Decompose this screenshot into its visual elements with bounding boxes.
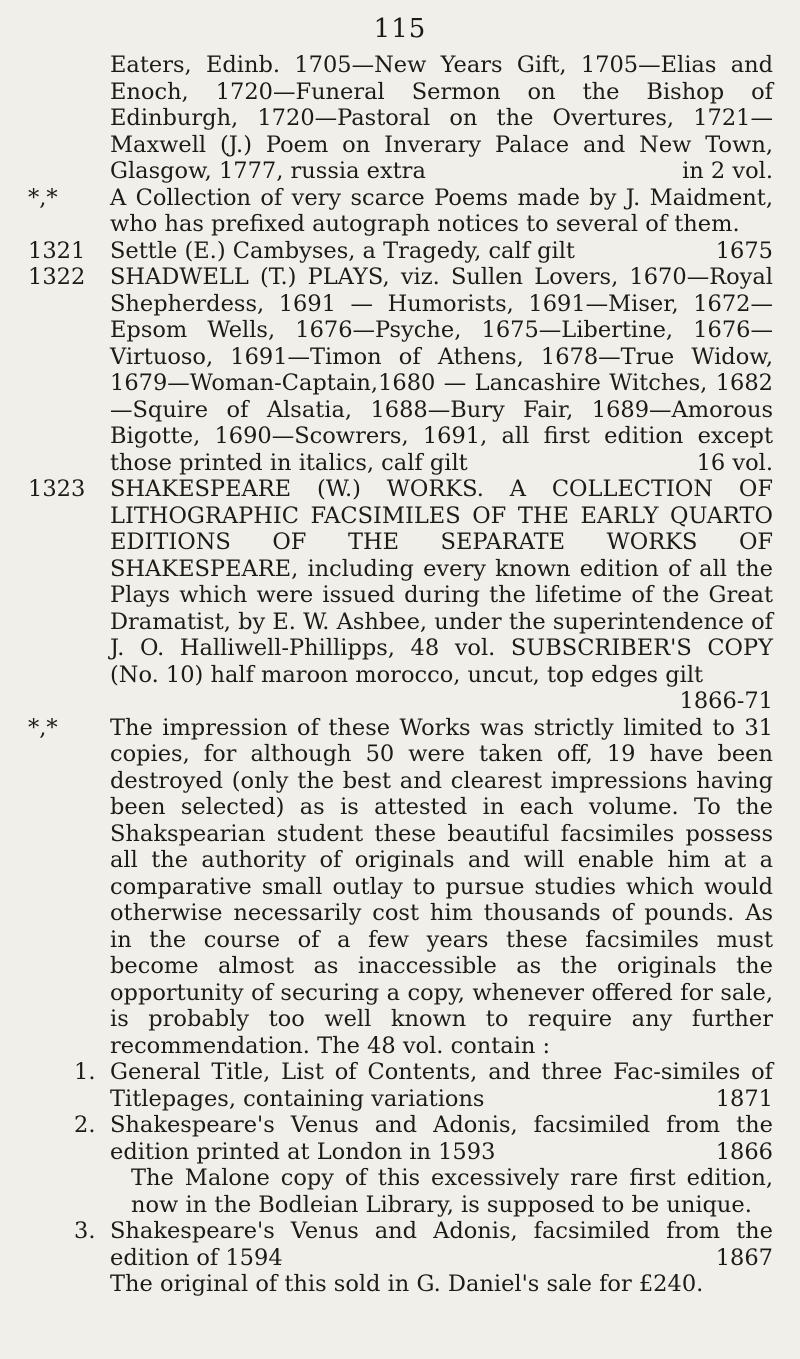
entry-volumes: 16 vol. bbox=[696, 449, 773, 476]
list-item bbox=[28, 1059, 773, 1112]
list-item-text: General Title, List of Contents, and three Fac-similes of Titlepages, containing variations bbox=[110, 1059, 773, 1112]
entry-text: Settle (E.) Cambyses, a Tragedy, calf gilt bbox=[110, 237, 575, 264]
list-item-text: Shakespeare's Venus and Adonis, facsimiled from the edition printed at London in 1593 bbox=[110, 1112, 773, 1165]
entry-1323 bbox=[28, 476, 773, 715]
note-marker: *,* bbox=[28, 714, 58, 741]
entry-date: 1866-71 bbox=[679, 688, 773, 714]
list-item bbox=[28, 1218, 773, 1298]
entry-text: SHAKESPEARE (W.) WORKS. A COLLECTION OF LITHOGRAPHIC FACSIMILES OF THE EARLY QUARTO EDITIONS OF THE SEPARATE WORKS OF SHAKESPEARE, including every known edition of all the Plays which were issued during the lifetime of the Great Dramatist, by E. W. Ashbee, under the superintendence of J. O. Halliwell-Phillipps, 48 vol. SUBSCRIBER'S COPY (No. 10) half maroon morocco, uncut, top edges gilt bbox=[110, 476, 774, 688]
list-item-note: The Malone copy of this excessively rare first edition, now in the Bodleian Library, is supposed to be unique. bbox=[131, 1165, 773, 1218]
list-item-date: 1871 bbox=[715, 1085, 773, 1112]
entry-note bbox=[28, 185, 773, 238]
list-item-note: The original of this sold in G. Daniel's sale for £240. bbox=[110, 1271, 704, 1297]
note-marker: *,* bbox=[28, 184, 58, 211]
note-text: The impression of these Works was strictly limited to 31 copies, for although 50 were taken off, 19 have been destroyed (only the best and clearest impressions having been selected) as is attested in each volume. To the Shakspearian student these beautiful facsimiles possess all the authority of originals and will enable him at a comparative small outlay to pursue studies which would otherwise necessarily cost him thousands of pounds. As in the course of a few years these facsimiles must become almost as inaccessible as the originals the opportunity of securing a copy, whenever offered for sale, is probably too well known to require any further recommendation. The 48 vol. contain : bbox=[110, 714, 773, 1059]
list-item bbox=[28, 1112, 773, 1218]
list-number: 2. bbox=[74, 1112, 96, 1138]
entry-date: 1675 bbox=[715, 237, 773, 264]
entry-text: SHADWELL (T.) PLAYS, viz. Sullen Lovers, 1670—Royal Shepherdess, 1691 — Humorists, 1691—Miser, 1672—Epsom Wells, 1676—Psyche, 1675—Libertine, 1676—Virtuoso, 1691—Timon of Athens, 1678—True Widow, 1679—Woman-Captain,1680 — Lancashire Witches, 1682—Squire of Alsatia, 1688—Bury Fair, 1689—Amorous Bigotte, 1690—Scowrers, 1691, all first edition except those printed in italics, calf gilt bbox=[110, 264, 773, 476]
entry-continuation bbox=[28, 52, 773, 185]
list-item-text: Shakespeare's Venus and Adonis, facsimiled from the edition of 1594 bbox=[110, 1218, 773, 1271]
catalogue-entries bbox=[28, 52, 773, 1298]
list-number: 3. bbox=[74, 1218, 96, 1244]
note-text: A Collection of very scarce Poems made by J. Maidment, who has prefixed autograph notices to several of them. bbox=[110, 184, 773, 237]
entry-text: Eaters, Edinb. 1705—New Years Gift, 1705—Elias and Enoch, 1720—Funeral Sermon on the Bishop of Edinburgh, 1720—Pastoral on the Overtures, 1721—Maxwell (J.) Poem on Inverary Palace and New Town, Glasgow, 1777, russia extra bbox=[110, 52, 773, 184]
list-item-date: 1866 bbox=[715, 1138, 773, 1165]
entry-note bbox=[28, 715, 773, 1060]
entry-volumes: in 2 vol. bbox=[682, 158, 773, 184]
entry-1321 bbox=[28, 238, 773, 265]
list-item-date: 1867 bbox=[715, 1244, 773, 1271]
list-number: 1. bbox=[74, 1059, 96, 1085]
page-number: 115 bbox=[373, 14, 427, 44]
lot-number: 1321 bbox=[28, 237, 86, 264]
lot-number: 1322 bbox=[28, 264, 86, 290]
lot-number: 1323 bbox=[28, 476, 86, 502]
entry-1322 bbox=[28, 264, 773, 476]
